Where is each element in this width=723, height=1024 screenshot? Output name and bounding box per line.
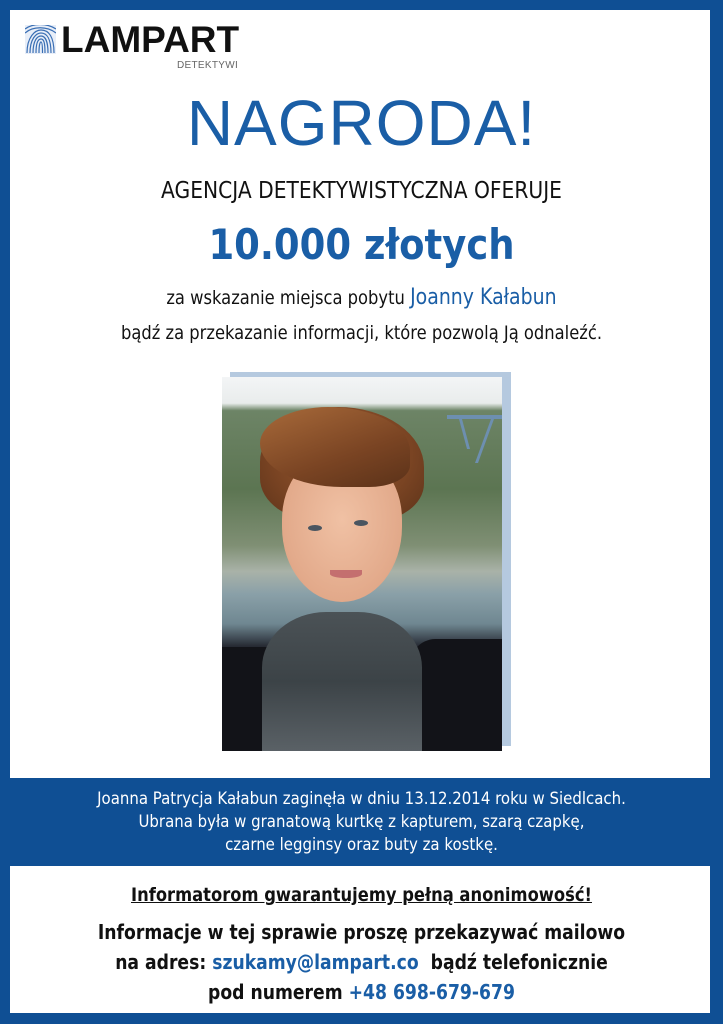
request-prefix: za wskazanie miejsca pobytu (166, 287, 411, 309)
request-line-1 (51, 282, 673, 314)
anonymity-notice: Informatorom gwarantujemy pełną anonimowość! (131, 884, 592, 906)
photo-eye-left (308, 525, 322, 531)
missing-person-name: Joanny Kałabun (410, 285, 557, 310)
missing-person-photo (222, 377, 502, 751)
agency-line: AGENCJA DETEKTYWISTYCZNA OFERUJE (161, 178, 562, 204)
headline: NAGRODA! (186, 87, 537, 159)
fingerprint-icon (25, 25, 56, 54)
photo-mouth (330, 570, 362, 578)
photo-eye-right (354, 520, 368, 526)
contact-line-2-prefix: na adres: (115, 950, 213, 974)
description-line-3: czarne legginsy oraz buty za kostkę. (225, 835, 498, 855)
contact-info (51, 917, 673, 1007)
contact-line-2-suffix: bądź telefonicznie (418, 950, 608, 974)
lampart-logo (25, 19, 255, 75)
request-line-2: bądź za przekazanie informacji, które pozwolą Ją odnaleźć. (120, 322, 603, 344)
email-link[interactable]: szukamy@lampart.co (212, 950, 419, 974)
logo-subtitle: DETEKTYWI (177, 60, 239, 71)
phone-link[interactable]: +48 698-679-679 (348, 980, 515, 1004)
photo-scarf (262, 612, 422, 751)
description-line-1: Joanna Patrycja Kałabun zaginęła w dniu 13.12.2014 roku w Siedlcach. (97, 789, 626, 809)
contact-line-1: Informacje w tej sprawie proszę przekazywać mailowo (97, 920, 626, 944)
contact-line-3 (51, 977, 673, 1007)
bridge-background (447, 415, 502, 469)
contact-line-2 (51, 947, 673, 977)
description-line-2: Ubrana była w granatową kurtkę z kapturem, szarą czapkę, (138, 812, 585, 832)
contact-line-3-prefix: pod numerem (208, 980, 349, 1004)
reward-amount: 10.000 złotych (208, 220, 515, 269)
description-band (43, 788, 679, 857)
logo-wordmark: LAMPART (61, 19, 240, 60)
